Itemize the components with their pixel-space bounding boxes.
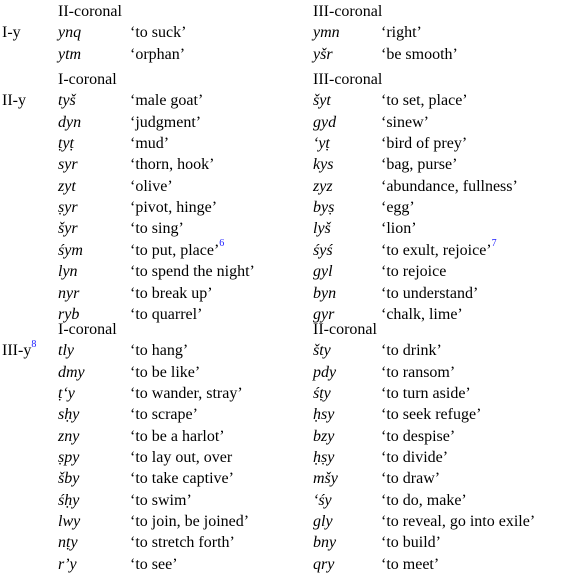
right-gloss xyxy=(381,134,467,154)
gloss-text: ‘to stretch forth’ xyxy=(130,534,235,552)
right-column-header: III-coronal xyxy=(313,3,383,20)
left-gloss xyxy=(130,448,232,468)
footnote-ref[interactable]: 6 xyxy=(219,238,225,250)
right-gloss xyxy=(381,448,448,468)
right-gloss xyxy=(381,305,463,325)
gloss-text: ‘to suck’ xyxy=(130,24,187,42)
left-gloss xyxy=(130,177,173,197)
gloss-text: ‘olive’ xyxy=(130,177,173,195)
gloss-text: ‘to wander, stray’ xyxy=(130,384,243,402)
gloss-text: ‘to scrape’ xyxy=(130,406,198,424)
right-gloss xyxy=(381,284,478,304)
left-gloss xyxy=(130,341,188,361)
footnote-ref[interactable]: 7 xyxy=(491,238,497,250)
section-label-text: I-y xyxy=(2,24,21,42)
right-gloss xyxy=(381,238,497,261)
gloss-text: ‘to exult, rejoice’ xyxy=(381,241,492,259)
right-gloss xyxy=(381,427,455,447)
gloss-text: ‘to break up’ xyxy=(130,284,213,302)
gloss-text: ‘chalk, lime’ xyxy=(381,305,463,323)
left-root-form: šby xyxy=(58,470,80,488)
right-gloss xyxy=(381,262,446,282)
left-root-form: ytm xyxy=(58,45,82,63)
left-gloss xyxy=(130,23,186,43)
right-column-header: III-coronal xyxy=(313,71,383,88)
gloss-text: ‘pivot, hinge’ xyxy=(130,199,218,217)
right-root-form: byṣ xyxy=(313,199,335,217)
right-root-form: kys xyxy=(313,156,334,174)
right-root-form: ymn xyxy=(313,24,340,42)
right-gloss xyxy=(381,491,467,511)
right-root-form: ḥsy xyxy=(313,406,335,424)
left-root-form: rʼy xyxy=(58,555,77,573)
left-root-form: nṭy xyxy=(58,534,78,552)
right-root-form: gyr xyxy=(313,305,335,323)
gloss-text: ‘to despise’ xyxy=(381,427,456,445)
left-root-form: ṣpy xyxy=(58,448,80,466)
gloss-text: ‘to turn aside’ xyxy=(381,384,471,402)
right-gloss xyxy=(381,23,422,43)
right-root-form: śṭy xyxy=(313,384,331,402)
left-gloss xyxy=(130,427,225,447)
gloss-text: ‘abundance, fullness’ xyxy=(381,177,518,195)
gloss-text: ‘to do, make’ xyxy=(381,491,467,509)
left-root-form: tyš xyxy=(58,92,76,110)
right-root-form: lyš xyxy=(313,220,331,238)
gloss-text: ‘male goat’ xyxy=(130,92,204,110)
left-gloss xyxy=(130,45,185,65)
gloss-text: ‘bag, purse’ xyxy=(381,156,458,174)
left-gloss xyxy=(130,113,201,133)
section-label-text: II-y xyxy=(2,92,26,110)
left-root-form: nyr xyxy=(58,284,80,302)
gloss-text: ‘right’ xyxy=(381,24,422,42)
section-label-text: III-y xyxy=(2,342,32,360)
left-gloss xyxy=(130,155,214,175)
right-root-form: yšr xyxy=(313,45,333,63)
left-root-form: ṭyṭ xyxy=(58,135,74,153)
right-root-form: qry xyxy=(313,555,335,573)
right-root-form: bny xyxy=(313,534,337,552)
section-label xyxy=(2,91,26,111)
left-root-form: ṣyr xyxy=(58,199,78,217)
right-root-form: pdy xyxy=(313,363,337,381)
left-gloss xyxy=(130,198,217,218)
right-root-form: šty xyxy=(313,342,331,360)
right-gloss xyxy=(381,512,535,532)
gloss-text: ‘to divide’ xyxy=(381,448,449,466)
gloss-text: ‘to be like’ xyxy=(130,363,201,381)
right-gloss xyxy=(381,113,429,133)
gloss-text: ‘egg’ xyxy=(381,199,415,217)
left-gloss xyxy=(130,134,169,154)
gloss-text: ‘to spend the night’ xyxy=(130,263,255,281)
right-gloss xyxy=(381,555,439,575)
left-gloss xyxy=(130,219,184,239)
gloss-text: ‘to swim’ xyxy=(130,491,192,509)
left-gloss xyxy=(130,512,249,532)
left-root-form: dyn xyxy=(58,113,82,131)
left-root-form: zyt xyxy=(58,177,76,195)
right-root-form: ʻśy xyxy=(313,491,332,509)
right-root-form: šyt xyxy=(313,92,331,110)
left-gloss xyxy=(130,363,200,383)
gloss-text: ‘mud’ xyxy=(130,135,170,153)
right-gloss xyxy=(381,177,518,197)
right-gloss xyxy=(381,405,481,425)
left-root-form: dmy xyxy=(58,363,85,381)
gloss-text: ‘to sing’ xyxy=(130,220,184,238)
left-root-form: śḥy xyxy=(58,491,80,509)
left-gloss xyxy=(130,305,202,325)
right-gloss xyxy=(381,469,440,489)
left-gloss xyxy=(130,238,225,261)
left-root-form: śym xyxy=(58,241,83,259)
right-column-header: II-coronal xyxy=(313,320,377,338)
right-root-form: ḥṣy xyxy=(313,448,335,466)
left-root-form: ṭʻy xyxy=(58,384,75,402)
right-root-form: ʻyṭ xyxy=(313,135,330,153)
right-root-form: byn xyxy=(313,284,337,302)
gloss-text: ‘lion’ xyxy=(381,220,417,238)
right-gloss xyxy=(381,45,458,65)
right-root-form: gly xyxy=(313,512,333,530)
gloss-text: ‘to understand’ xyxy=(381,284,479,302)
gloss-text: ‘to ransom’ xyxy=(381,363,456,381)
left-gloss xyxy=(130,533,235,553)
gloss-text: ‘to lay out, over xyxy=(130,448,233,466)
gloss-text: ‘to quarrel’ xyxy=(130,305,203,323)
right-gloss xyxy=(381,198,415,218)
gloss-text: ‘to drink’ xyxy=(381,342,442,360)
gloss-text: ‘orphan’ xyxy=(130,45,186,63)
left-root-form: ynq xyxy=(58,24,82,42)
left-gloss xyxy=(130,91,203,111)
gloss-text: ‘to rejoice xyxy=(381,263,447,281)
right-gloss xyxy=(381,341,442,361)
left-gloss xyxy=(130,469,234,489)
right-root-form: zyz xyxy=(313,177,333,195)
gloss-text: ‘to meet’ xyxy=(381,555,440,573)
left-column-header: II-coronal xyxy=(58,3,122,20)
right-gloss xyxy=(381,91,468,111)
left-gloss xyxy=(130,284,213,304)
gloss-text: ‘be smooth’ xyxy=(381,45,458,63)
left-gloss xyxy=(130,491,192,511)
gloss-text: ‘to join, be joined’ xyxy=(130,512,250,530)
gloss-text: ‘to reveal, go into exile’ xyxy=(381,512,536,530)
left-root-form: syr xyxy=(58,156,78,174)
left-gloss xyxy=(130,262,255,282)
section-label xyxy=(2,338,37,361)
gloss-text: ‘to draw’ xyxy=(381,470,441,488)
right-root-form: śyś xyxy=(313,241,333,259)
right-gloss xyxy=(381,533,441,553)
gloss-text: ‘to seek refuge’ xyxy=(381,406,482,424)
gloss-text: ‘to be a harlot’ xyxy=(130,427,225,445)
left-root-form: sḥy xyxy=(58,406,80,424)
gloss-text: ‘to build’ xyxy=(381,534,441,552)
left-root-form: lwy xyxy=(58,512,81,530)
right-gloss xyxy=(381,155,457,175)
footnote-ref[interactable]: 8 xyxy=(31,338,37,350)
gloss-text: ‘to put, place’ xyxy=(130,241,220,259)
gloss-text: ‘judgment’ xyxy=(130,113,202,131)
section-label xyxy=(2,23,21,43)
gloss-text: ‘sinew’ xyxy=(381,113,429,131)
left-gloss xyxy=(130,384,243,404)
right-gloss xyxy=(381,363,455,383)
left-root-form: lyn xyxy=(58,263,78,281)
gloss-text: ‘to see’ xyxy=(130,555,178,573)
right-root-form: mšy xyxy=(313,470,338,488)
left-root-form: tly xyxy=(58,342,74,360)
gloss-text: ‘thorn, hook’ xyxy=(130,156,215,174)
right-gloss xyxy=(381,384,471,404)
right-root-form: gyd xyxy=(313,113,337,131)
right-root-form: bzy xyxy=(313,427,335,445)
gloss-text: ‘to hang’ xyxy=(130,342,189,360)
right-root-form: gyl xyxy=(313,263,333,281)
gloss-text: ‘to take captive’ xyxy=(130,470,234,488)
left-column-header: I-coronal xyxy=(58,71,117,88)
left-gloss xyxy=(130,555,178,575)
right-gloss xyxy=(381,219,417,239)
gloss-text: ‘bird of prey’ xyxy=(381,135,468,153)
left-column-header: I-coronal xyxy=(58,320,117,338)
gloss-text: ‘to set, place’ xyxy=(381,92,468,110)
left-root-form: ryb xyxy=(58,305,80,323)
left-root-form: šyr xyxy=(58,220,78,238)
left-root-form: zny xyxy=(58,427,80,445)
left-gloss xyxy=(130,405,198,425)
